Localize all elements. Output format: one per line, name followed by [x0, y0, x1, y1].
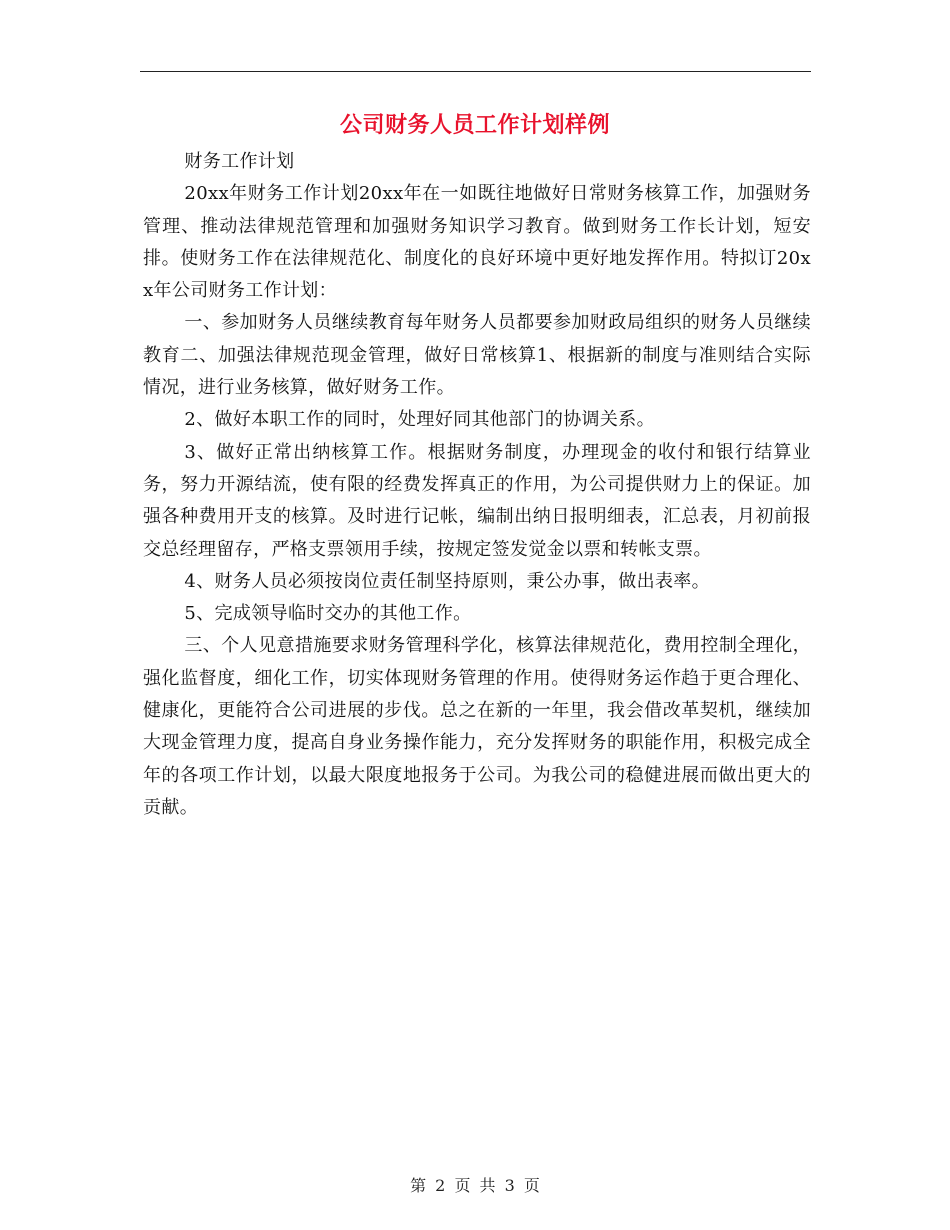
measures-paragraph: 三、个人见意措施要求财务管理科学化，核算法律规范化，费用控制全理化，强化监督度，细化工作，切实体现财务管理的作用。使得财务运作趋于更合理化、健康化，更能符合公司进展的步伐。总之在新的一年里，我会借改革契机，继续加大现金管理力度，提高自身业务操作能力，充分发挥财务的职能作用，积极完成全年的各项工作计划，以最大限度地报务于公司。为我公司的稳健进展而做出更大的贡献。 — [143, 635, 811, 818]
intro-paragraph: 20xx年财务工作计划20xx年在一如既往地做好日常财务核算工作，加强财务管理、推动法律规范管理和加强财务知识学习教育。做到财务工作长计划，短安排。使财务工作在法律规范化、制度化的良好环境中更好地发挥作用。特拟订20xx年公司财务工作计划： — [143, 183, 811, 302]
plan-item-5-paragraph: 5、完成领导临时交办的其他工作。 — [184, 603, 472, 625]
document-title: 公司财务人员工作计划样例 — [339, 112, 610, 138]
page-number-footer: 第 2 页 共 3 页 — [410, 1176, 540, 1195]
plan-item-3-paragraph: 3、做好正常出纳核算工作。根据财务制度，办理现金的收付和银行结算业务，努力开源结流，使有限的经费发挥真正的作用，为公司提供财力上的保证。加强各种费用开支的核算。及时进行记帐，编制出纳日报明细表，汇总表，月初前报交总经理留存，严格支票领用手续，按规定签发觉金以票和转帐支票。 — [143, 441, 811, 560]
plan-item-2-paragraph: 2、做好本职工作的同时，处理好同其他部门的协调关系。 — [184, 409, 655, 431]
document-body — [143, 146, 811, 824]
section-heading: 财务工作计划 — [184, 151, 295, 172]
plan-item-4-paragraph: 4、财务人员必须按岗位责任制坚持原则，秉公办事，做出表率。 — [184, 570, 710, 592]
plan-item-1-paragraph: 一、参加财务人员继续教育每年财务人员都要参加财政局组织的财务人员继续教育二、加强法律规范现金管理，做好日常核算1、根据新的制度与准则结合实际情况，进行业务核算，做好财务工作。 — [143, 312, 811, 399]
header-rule — [140, 71, 811, 72]
